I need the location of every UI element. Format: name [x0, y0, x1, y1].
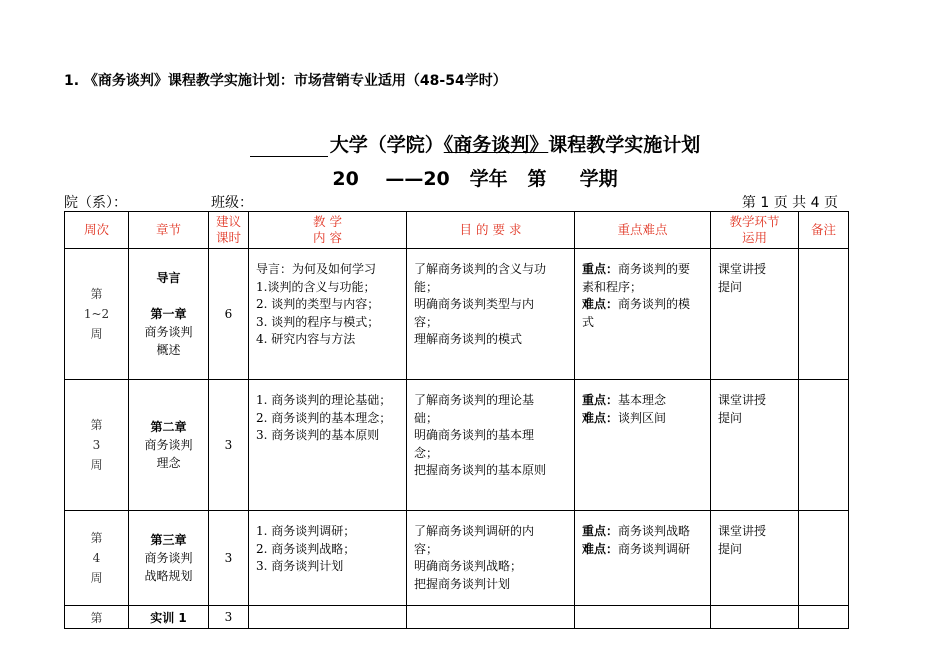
goal-line: 念； — [414, 445, 439, 460]
method-line: 提问 — [718, 541, 743, 556]
header-chapter: 章节 — [129, 212, 209, 249]
goal-line: 能； — [414, 279, 439, 294]
content-cell — [249, 380, 407, 511]
term-semester-label: 学期 — [579, 168, 618, 190]
term-ordinal-label: 第 — [527, 168, 547, 190]
page-info: 第 1 页 共 4 页 — [741, 195, 838, 211]
chapter-number: 第二章 — [150, 420, 187, 434]
focus-cell — [575, 249, 711, 380]
goal-line: 明确商务谈判战略； — [414, 559, 523, 573]
header-hours-line1: 建议 — [215, 214, 241, 229]
plan-title — [0, 130, 950, 157]
term-year-label: 学年 — [469, 168, 508, 190]
focus-key: 重点： — [582, 262, 619, 276]
focus-cell — [575, 511, 711, 606]
chapter-cell — [129, 511, 209, 606]
focus-cell — [575, 380, 711, 511]
goal-line: 明确商务谈判类型与内 — [414, 297, 535, 311]
goal-line: 容； — [414, 314, 439, 329]
difficulty-value: 商务谈判的模 — [618, 297, 691, 311]
table-row — [65, 380, 849, 511]
content-line: 1. 商务谈判调研； — [256, 524, 356, 538]
chapter-title-line1: 商务谈判 — [144, 438, 193, 452]
content-line: 3. 谈判的程序与模式； — [256, 314, 380, 329]
chapter-cell — [129, 249, 209, 380]
title-plan: 课程教学实施计划 — [548, 134, 701, 156]
title-university: 大学（学院） — [329, 134, 444, 156]
difficulty-value-cont: 式 — [582, 314, 595, 329]
class-label: 班级： — [211, 195, 253, 211]
note-cell[interactable] — [799, 606, 849, 629]
method-cell — [711, 511, 799, 606]
focus-value: 基本理念 — [618, 393, 667, 407]
chapter-intro: 导言 — [156, 271, 181, 285]
week-line: 周 — [90, 327, 103, 341]
week-line: 第 — [90, 418, 103, 432]
goal-cell — [407, 380, 575, 511]
table-row — [65, 511, 849, 606]
chapter-cell — [129, 380, 209, 511]
content-cell — [249, 511, 407, 606]
teaching-plan-table — [64, 211, 849, 629]
meta-line — [64, 192, 349, 212]
content-line: 4. 研究内容与方法 — [256, 332, 356, 346]
focus-value: 商务谈判的要 — [618, 262, 691, 276]
method-cell — [711, 606, 799, 629]
header-hours-line2: 课时 — [215, 230, 241, 245]
week-cell — [65, 380, 129, 511]
difficulty-value: 商务谈判调研 — [618, 541, 691, 556]
goal-line: 容； — [414, 541, 439, 556]
chapter-number: 第一章 — [150, 307, 187, 321]
goal-line: 础； — [414, 410, 439, 425]
note-cell[interactable] — [799, 511, 849, 606]
chapter-title-line2: 理念 — [156, 456, 181, 470]
content-line: 2. 谈判的类型与内容； — [256, 297, 380, 311]
goal-line: 明确商务谈判的基本理 — [414, 428, 535, 442]
content-line: 3. 商务谈判的基本原则 — [256, 428, 380, 442]
content-cell — [249, 249, 407, 380]
week-line: 1~2 — [83, 307, 110, 321]
content-line: 导言：为何及如何学习 — [256, 262, 377, 276]
week-cell — [65, 511, 129, 606]
week-line: 4 — [92, 551, 101, 565]
term-year-start: 20 — [332, 168, 359, 190]
chapter-title-line1: 商务谈判 — [144, 551, 193, 565]
goal-line: 把握商务谈判计划 — [414, 576, 511, 591]
goal-line: 理解商务谈判的模式 — [414, 332, 523, 346]
header-goal: 目 的 要 求 — [407, 212, 575, 249]
method-line: 提问 — [718, 279, 743, 294]
header-method-line2: 运用 — [741, 230, 767, 245]
header-method-line1: 教学环节 — [729, 214, 780, 229]
goal-line: 把握商务谈判的基本原则 — [414, 463, 547, 477]
header-week: 周次 — [65, 212, 129, 249]
focus-value-cont: 素和程序； — [582, 279, 643, 294]
content-line: 1.谈判的含义与功能； — [256, 279, 376, 294]
week-line: 周 — [90, 458, 103, 472]
focus-key: 重点： — [582, 524, 619, 538]
week-cell: 第 — [65, 606, 129, 629]
header-content-line2: 内 容 — [313, 230, 342, 245]
focus-value: 商务谈判战略 — [618, 524, 691, 538]
week-line: 周 — [90, 571, 103, 585]
header-content-line1: 教 学 — [313, 214, 342, 229]
method-line: 课堂讲授 — [718, 393, 767, 407]
chapter-title-line2: 战略规划 — [144, 569, 193, 583]
content-line: 2. 商务谈判的基本理念； — [256, 410, 392, 425]
difficulty-key: 难点： — [582, 410, 619, 425]
goal-cell — [407, 249, 575, 380]
content-cell — [249, 606, 407, 629]
week-line: 第 — [90, 287, 103, 301]
hours-cell: 3 — [209, 511, 249, 606]
header-method — [711, 212, 799, 249]
document-caption: 1. 《商务谈判》课程教学实施计划：市场营销专业适用（48-54学时） — [64, 73, 507, 89]
method-line: 课堂讲授 — [718, 524, 767, 538]
table-row — [65, 249, 849, 380]
class-blank[interactable] — [253, 195, 349, 212]
focus-cell — [575, 606, 711, 629]
content-line: 1. 商务谈判的理论基础； — [256, 393, 392, 407]
week-line: 第 — [90, 531, 103, 545]
note-cell[interactable] — [799, 380, 849, 511]
method-line: 课堂讲授 — [718, 262, 767, 276]
term-year-end: ——20 — [385, 168, 450, 190]
goal-line: 了解商务谈判的理论基 — [414, 393, 535, 407]
goal-line: 了解商务谈判的含义与功 — [414, 262, 547, 276]
method-cell — [711, 380, 799, 511]
goal-cell — [407, 511, 575, 606]
hours-cell: 3 — [209, 380, 249, 511]
chapter-number: 第三章 — [150, 533, 187, 547]
chapter-title-line2: 概述 — [156, 343, 181, 357]
method-line: 提问 — [718, 410, 743, 425]
table-header-row — [65, 212, 849, 249]
header-content — [249, 212, 407, 249]
header-focus: 重点难点 — [575, 212, 711, 249]
note-cell[interactable] — [799, 249, 849, 380]
difficulty-key: 难点： — [582, 541, 619, 556]
department-blank[interactable] — [127, 195, 211, 212]
content-line: 3. 商务谈判计划 — [256, 559, 344, 573]
department-label: 院（系）： — [64, 195, 127, 211]
chapter-cell: 实训 1 — [129, 606, 209, 629]
difficulty-key: 难点： — [582, 297, 619, 311]
hours-cell: 3 — [209, 606, 249, 629]
chapter-title-line1: 商务谈判 — [144, 325, 193, 339]
goal-cell — [407, 606, 575, 629]
hours-cell: 6 — [209, 249, 249, 380]
header-note: 备注 — [799, 212, 849, 249]
goal-line: 了解商务谈判调研的内 — [414, 524, 535, 538]
header-hours — [209, 212, 249, 249]
term-line — [0, 164, 950, 191]
university-blank[interactable] — [250, 136, 328, 157]
week-line: 3 — [92, 438, 101, 452]
difficulty-value: 谈判区间 — [618, 410, 667, 425]
week-cell — [65, 249, 129, 380]
content-line: 2. 商务谈判战略； — [256, 541, 356, 556]
table-row — [65, 606, 849, 629]
title-course: 《商务谈判》 — [443, 134, 549, 156]
method-cell — [711, 249, 799, 380]
focus-key: 重点： — [582, 393, 619, 407]
